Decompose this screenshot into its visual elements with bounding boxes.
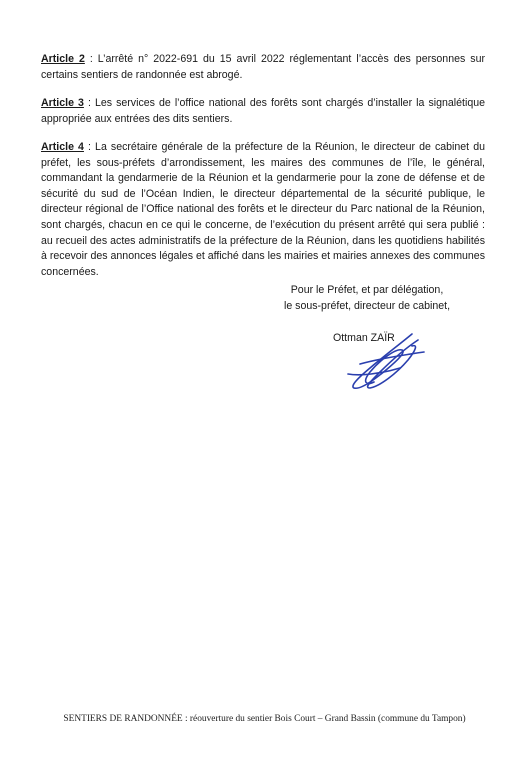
article-4-label: Article 4 <box>41 141 84 153</box>
signer-name: Ottman ZAÏR <box>333 332 395 344</box>
signature-title-line: le sous-préfet, directeur de cabinet, <box>283 300 451 312</box>
document-footer: SENTIERS DE RANDONNÉE : réouverture du sentier Bois Court – Grand Bassin (commune du Tampon) <box>63 714 466 724</box>
article-3-text: : Les services de l’office national des forêts sont chargés d’installer la signalétique appropriée aux entrées des dits sentiers. <box>41 97 485 125</box>
article-2-label: Article 2 <box>41 53 85 65</box>
article-2 <box>41 52 485 83</box>
article-3-label: Article 3 <box>41 97 84 109</box>
article-4 <box>41 140 485 280</box>
article-3 <box>41 96 485 127</box>
article-2-text: : L’arrêté n° 2022-691 du 15 avril 2022 réglementant l’accès des personnes sur certains sentiers de randonnée est abrogé. <box>41 53 485 81</box>
signature-delegation-line: Pour le Préfet, et par délégation, <box>290 284 444 296</box>
article-4-text: : La secrétaire générale de la préfecture de la Réunion, le directeur de cabinet du préfet, les sous-préfets d’arrondissement, les maires des communes de l’île, le général, commandant la gendarmerie de la Réunion et la gendarmerie pour la zone de défense et de sécurité du sud de l’Océan Indien, le directeur départemental de la sécurité publique, le directeur régional de l’Office national des forêts et le directeur du Parc national de la Réunion, sont chargés, chacun en ce qui le concerne, de l’exécution du présent arrêté qui sera publié : au recueil des actes administratifs de la préfecture de la Réunion, dans les quotidiens habilités à recevoir des annonces légales et affiché dans les mairies et mairies annexes des communes concernées. <box>41 141 485 278</box>
handwritten-signature <box>340 330 430 392</box>
